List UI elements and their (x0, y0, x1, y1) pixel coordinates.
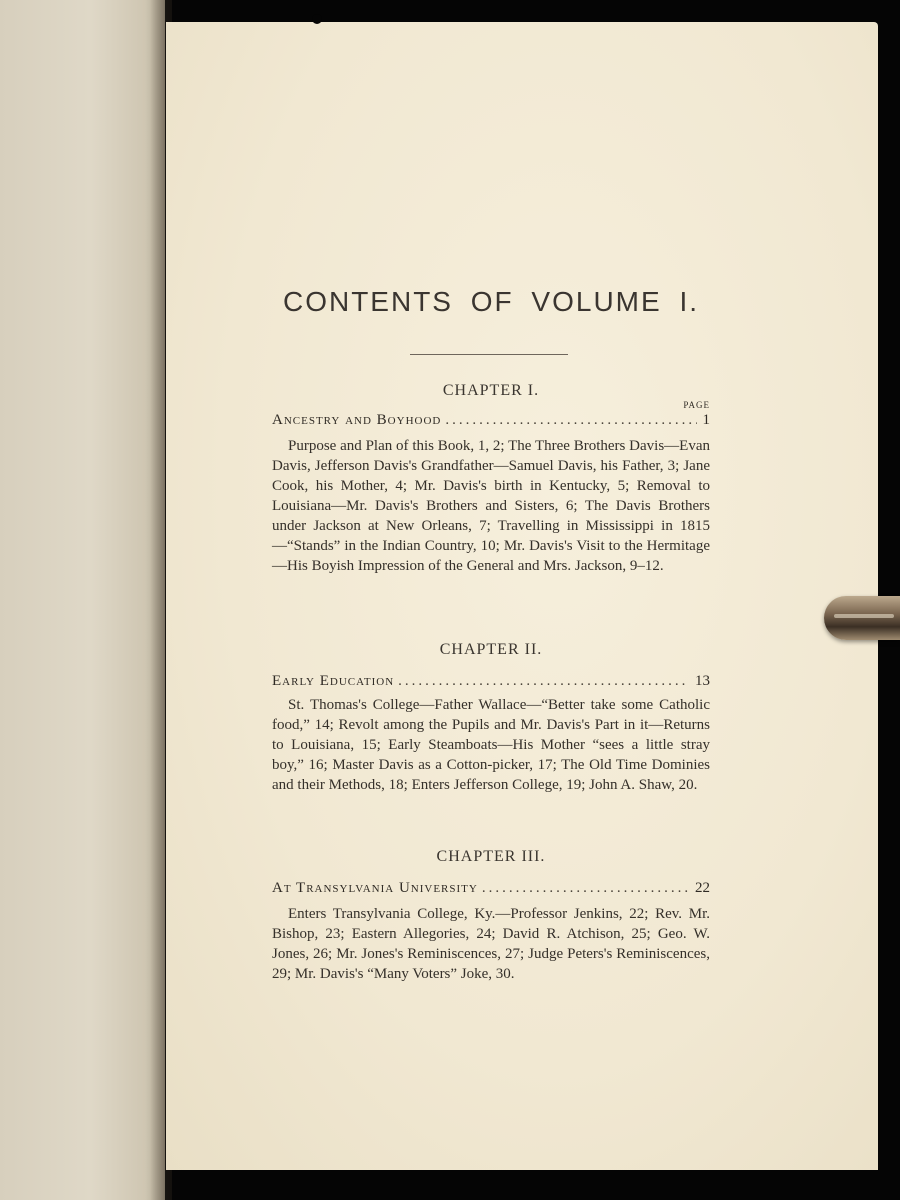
bookmark-ribbon (824, 596, 900, 640)
page-notch (312, 14, 322, 24)
chapter-3-entry (272, 880, 710, 897)
left-page (0, 0, 165, 1200)
chapter-1-heading: CHAPTER I. (442, 382, 540, 399)
page-title: CONTENTS OF VOLUME I. (282, 286, 700, 317)
leader-dots (445, 412, 696, 429)
chapter-2-entry (272, 673, 710, 690)
right-page (166, 22, 878, 1170)
title-rule (410, 354, 568, 355)
leader-dots (482, 880, 689, 897)
page-column-label: PAGE (683, 400, 710, 410)
chapter-1-entry (272, 412, 710, 429)
chapter-2-heading: CHAPTER II. (439, 641, 543, 658)
chapter-2-title: Early Education (272, 673, 395, 689)
chapter-3-heading: CHAPTER III. (436, 848, 546, 865)
chapter-1-summary: Purpose and Plan of this Book, 1, 2; The Three Brothers Davis—Evan Davis, Jefferson Davis's Grandfather—Samuel Davis, his Father, 3; Jane Cook, his Mother, 4; Mr. Davis's birth in Kentucky, 5; Removal to Louisiana—Mr. Davis's Brothers and Sisters, 6; The Davis Brothers under Jackson at New Orleans, 7; Travelling in Mississippi in 1815—“Stands” in the Indian Country, 10; Mr. Davis's Visit to the Hermitage—His Boyish Impression of the General and Mrs. Jackson, 9–12. (272, 438, 710, 574)
chapter-1-page: 1 (702, 412, 710, 428)
chapter-1-title: Ancestry and Boyhood (272, 412, 442, 428)
chapter-2-page: 13 (695, 673, 710, 689)
leader-dots (398, 673, 689, 690)
chapter-3-title: At Transylvania University (272, 880, 478, 896)
chapter-3-summary: Enters Transylvania College, Ky.—Professor Jenkins, 22; Rev. Mr. Bishop, 23; Eastern Allegories, 24; David R. Atchison, 25; Geo. W. Jones, 26; Mr. Jones's Reminiscences, 27; Judge Peters's Reminiscences, 29; Mr. Davis's “Many Voters” Joke, 30. (272, 906, 710, 982)
chapter-3-page: 22 (695, 880, 710, 896)
chapter-2-summary: St. Thomas's College—Father Wallace—“Better take some Catholic food,” 14; Revolt among the Pupils and Mr. Davis's Part in it—Returns to Louisiana, 15; Early Steamboats—His Mother “sees a little stray boy,” 16; Master Davis as a Cotton-picker, 17; The Old Time Dominies and their Methods, 18; Enters Jefferson College, 19; John A. Shaw, 20. (272, 697, 710, 793)
